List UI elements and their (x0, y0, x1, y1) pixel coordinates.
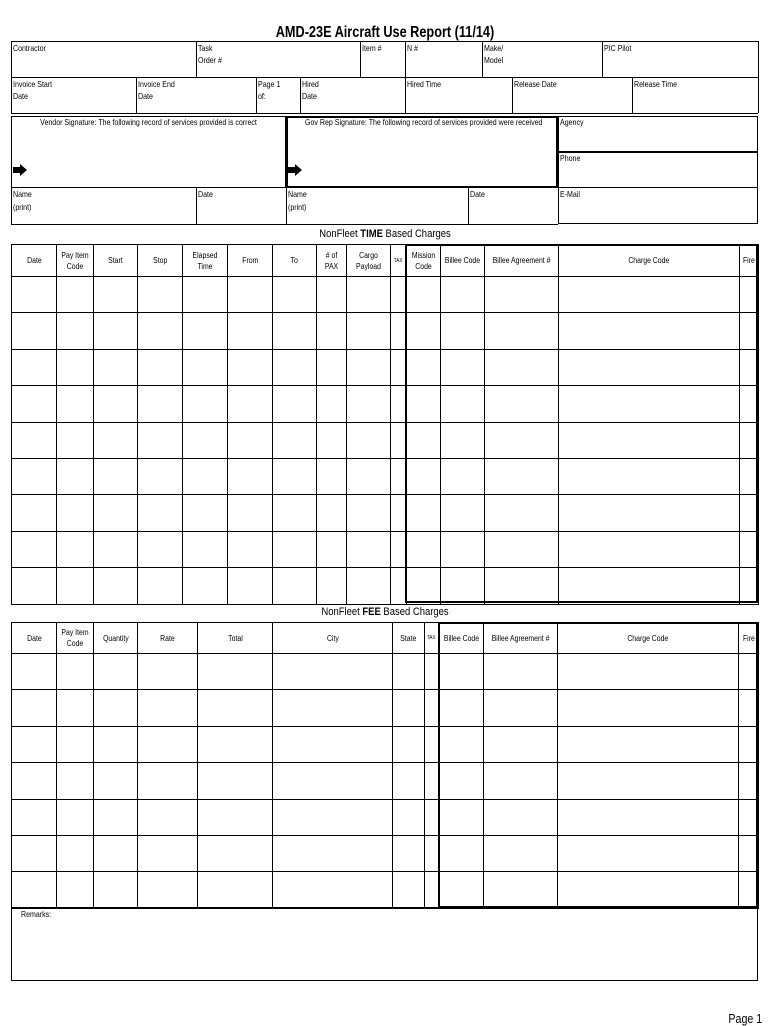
entry-cell[interactable] (228, 531, 273, 567)
entry-cell[interactable] (317, 386, 347, 422)
entry-cell[interactable] (347, 458, 391, 494)
task-order-label: Task (198, 44, 213, 53)
entry-cell[interactable] (228, 277, 273, 313)
email-field[interactable]: E-Mail (560, 190, 580, 199)
entry-cell[interactable] (198, 835, 273, 871)
gov-rep-name-label: Name (288, 190, 307, 199)
entry-cell[interactable] (138, 422, 183, 458)
hired-date-label: Hired (302, 80, 319, 89)
n-number-field[interactable]: N # (407, 44, 418, 53)
entry-cell[interactable] (425, 690, 439, 726)
column-header: Charge Code (559, 245, 740, 277)
task-order-label: Order # (198, 56, 222, 65)
entry-cell[interactable] (138, 835, 198, 871)
entry-cell[interactable] (94, 458, 138, 494)
entry-cell[interactable] (347, 422, 391, 458)
vendor-date-field[interactable]: Date (198, 190, 213, 199)
entry-cell[interactable] (273, 277, 317, 313)
page-number: Page 1 (728, 1011, 762, 1026)
divider (11, 188, 12, 224)
entry-cell[interactable] (393, 763, 425, 799)
entry-cell[interactable] (94, 835, 138, 871)
divider (196, 188, 197, 224)
entry-cell[interactable] (12, 495, 57, 531)
entry-cell[interactable] (425, 872, 439, 908)
release-time-field[interactable]: Release Time (634, 80, 678, 89)
remarks-box[interactable] (11, 907, 758, 981)
entry-cell[interactable] (12, 458, 57, 494)
invoice-start-label: Invoice Start (13, 80, 53, 89)
entry-cell[interactable] (12, 349, 57, 385)
entry-cell[interactable] (393, 799, 425, 835)
divider (300, 77, 301, 113)
entry-cell[interactable] (183, 349, 228, 385)
column-header: Billee Agreement # (484, 623, 558, 654)
divider (11, 77, 758, 78)
entry-cell[interactable] (425, 726, 439, 762)
gov-rep-signature-label: Gov Rep Signature: The following record of services provided were received (305, 118, 543, 127)
entry-cell[interactable] (317, 495, 347, 531)
entry-cell[interactable] (273, 835, 393, 871)
arrow-right-icon (13, 164, 27, 176)
entry-cell[interactable] (138, 654, 198, 690)
time-section-title: NonFleet TIME Based Charges (319, 228, 451, 240)
entry-cell[interactable] (57, 422, 94, 458)
entry-cell[interactable] (273, 726, 393, 762)
entry-cell[interactable] (347, 495, 391, 531)
divider (11, 113, 758, 114)
entry-cell[interactable] (393, 835, 425, 871)
entry-cell[interactable] (94, 422, 138, 458)
entry-cell[interactable] (347, 386, 391, 422)
page-of-label: of: (258, 92, 266, 101)
entry-cell[interactable] (12, 799, 57, 835)
entry-cell[interactable] (228, 422, 273, 458)
column-header: Start (94, 245, 138, 277)
entry-cell[interactable] (94, 799, 138, 835)
hired-date-label: Date (302, 92, 317, 101)
entry-cell[interactable] (94, 386, 138, 422)
entry-cell[interactable] (57, 726, 94, 762)
entry-cell[interactable] (94, 495, 138, 531)
entry-cell[interactable] (393, 690, 425, 726)
entry-cell[interactable] (12, 763, 57, 799)
entry-cell[interactable] (94, 763, 138, 799)
divider (482, 41, 483, 77)
column-header: # of PAX (317, 245, 347, 277)
entry-cell[interactable] (183, 531, 228, 567)
entry-cell[interactable] (183, 422, 228, 458)
entry-cell[interactable] (347, 277, 391, 313)
entry-cell[interactable] (273, 349, 317, 385)
entry-cell[interactable] (57, 495, 94, 531)
entry-cell[interactable] (12, 568, 57, 604)
entry-cell[interactable] (183, 458, 228, 494)
vendor-name-label: (print) (13, 203, 32, 212)
entry-cell[interactable] (57, 835, 94, 871)
entry-cell[interactable] (12, 531, 57, 567)
entry-cell[interactable] (94, 349, 138, 385)
entry-cell[interactable] (198, 726, 273, 762)
entry-cell[interactable] (12, 277, 57, 313)
entry-cell[interactable] (273, 313, 317, 349)
divider (468, 188, 469, 224)
entry-cell[interactable] (198, 690, 273, 726)
entry-cell[interactable] (393, 654, 425, 690)
entry-cell[interactable] (12, 386, 57, 422)
entry-cell[interactable] (138, 872, 198, 908)
entry-cell[interactable] (317, 277, 347, 313)
entry-cell[interactable] (12, 690, 57, 726)
divider (136, 77, 137, 113)
entry-cell[interactable] (12, 313, 57, 349)
item-field[interactable]: Item # (362, 44, 382, 53)
hired-time-field[interactable]: Hired Time (407, 80, 442, 89)
column-header: Pay Item Code (57, 623, 94, 654)
entry-cell[interactable] (57, 690, 94, 726)
column-header: State (393, 623, 425, 654)
entry-cell[interactable] (94, 654, 138, 690)
entry-cell[interactable] (273, 495, 317, 531)
column-header: TAX (391, 245, 407, 277)
entry-cell[interactable] (138, 313, 183, 349)
entry-cell[interactable] (57, 568, 94, 604)
entry-cell[interactable] (94, 531, 138, 567)
entry-cell[interactable] (273, 763, 393, 799)
column-header: To (273, 245, 317, 277)
entry-cell[interactable] (94, 872, 138, 908)
page-of-label: Page 1 (258, 80, 281, 89)
entry-cell[interactable] (393, 726, 425, 762)
column-header: Billee Code (441, 245, 485, 277)
entry-cell[interactable] (183, 313, 228, 349)
entry-cell[interactable] (317, 531, 347, 567)
time-billing-box (405, 244, 758, 603)
entry-cell[interactable] (273, 654, 393, 690)
arrow-right-icon (288, 164, 302, 176)
divider (602, 41, 603, 77)
entry-cell[interactable] (273, 568, 317, 604)
divider (11, 224, 558, 225)
column-header: Billee Code (439, 623, 484, 654)
entry-cell[interactable] (57, 799, 94, 835)
entry-cell[interactable] (198, 799, 273, 835)
release-date-field[interactable]: Release Date (514, 80, 557, 89)
divider (360, 41, 361, 77)
column-header: Elapsed Time (183, 245, 228, 277)
divider (256, 77, 257, 113)
entry-cell[interactable] (138, 690, 198, 726)
entry-cell[interactable] (273, 531, 317, 567)
divider (11, 41, 12, 113)
entry-cell[interactable] (198, 654, 273, 690)
column-header: Charge Code (558, 623, 739, 654)
contractor-field[interactable]: Contractor (13, 44, 46, 53)
entry-cell[interactable] (57, 654, 94, 690)
entry-cell[interactable] (347, 349, 391, 385)
entry-cell[interactable] (273, 386, 317, 422)
entry-cell[interactable] (317, 349, 347, 385)
entry-cell[interactable] (228, 349, 273, 385)
column-header: Pay Item Code (57, 245, 94, 277)
entry-cell[interactable] (425, 835, 439, 871)
column-header: Date (12, 623, 57, 654)
entry-cell[interactable] (183, 277, 228, 313)
entry-cell[interactable] (138, 726, 198, 762)
entry-cell[interactable] (138, 458, 183, 494)
entry-cell[interactable] (138, 386, 183, 422)
gov-rep-date-field[interactable]: Date (470, 190, 485, 199)
column-header: Quantity (94, 623, 138, 654)
entry-cell[interactable] (94, 726, 138, 762)
fee-billing-box (438, 622, 758, 908)
entry-cell[interactable] (57, 872, 94, 908)
gov-rep-name-label: (print) (288, 203, 307, 212)
entry-cell[interactable] (317, 458, 347, 494)
column-header: Date (12, 245, 57, 277)
column-header: Fire (740, 245, 759, 277)
entry-cell[interactable] (94, 277, 138, 313)
column-header: Mission Code (407, 245, 441, 277)
column-header: Rate (138, 623, 198, 654)
column-header: City (273, 623, 393, 654)
invoice-start-label: Date (13, 92, 28, 101)
entry-cell[interactable] (57, 458, 94, 494)
entry-cell[interactable] (317, 422, 347, 458)
divider (512, 77, 513, 113)
column-header: Stop (138, 245, 183, 277)
make-model-label: Model (484, 56, 504, 65)
entry-cell[interactable] (138, 799, 198, 835)
phone-field[interactable]: Phone (560, 154, 581, 163)
form-title: AMD-23E Aircraft Use Report (11/14) (275, 24, 495, 41)
entry-cell[interactable] (347, 568, 391, 604)
make-model-label: Make/ (484, 44, 504, 53)
entry-cell[interactable] (393, 872, 425, 908)
entry-cell[interactable] (138, 495, 183, 531)
entry-cell[interactable] (57, 386, 94, 422)
column-header: Billee Agreement # (485, 245, 559, 277)
entry-cell[interactable] (273, 690, 393, 726)
fee-section-title: NonFleet FEE Based Charges (321, 606, 449, 618)
entry-cell[interactable] (317, 313, 347, 349)
entry-cell[interactable] (198, 872, 273, 908)
entry-cell[interactable] (138, 349, 183, 385)
entry-cell[interactable] (228, 495, 273, 531)
entry-cell[interactable] (12, 726, 57, 762)
entry-cell[interactable] (94, 568, 138, 604)
entry-cell[interactable] (347, 531, 391, 567)
divider (632, 77, 633, 113)
entry-cell[interactable] (138, 763, 198, 799)
entry-cell[interactable] (228, 568, 273, 604)
column-header: Total (198, 623, 273, 654)
entry-cell[interactable] (273, 422, 317, 458)
divider (558, 187, 758, 188)
entry-cell[interactable] (57, 349, 94, 385)
divider (11, 41, 758, 42)
vendor-signature-label: Vendor Signature: The following record of services provided is correct (40, 118, 257, 127)
entry-cell[interactable] (198, 763, 273, 799)
entry-cell[interactable] (138, 531, 183, 567)
entry-cell[interactable] (347, 313, 391, 349)
remarks-label: Remarks: (21, 910, 52, 919)
vendor-name-label: Name (13, 190, 32, 199)
entry-cell[interactable] (317, 568, 347, 604)
entry-cell[interactable] (57, 277, 94, 313)
entry-cell[interactable] (57, 531, 94, 567)
invoice-end-label: Date (138, 92, 153, 101)
entry-cell[interactable] (425, 654, 439, 690)
entry-cell[interactable] (273, 458, 317, 494)
divider (405, 77, 406, 113)
entry-cell[interactable] (12, 835, 57, 871)
entry-cell[interactable] (12, 654, 57, 690)
entry-cell[interactable] (228, 386, 273, 422)
entry-cell[interactable] (228, 458, 273, 494)
invoice-end-label: Invoice End (138, 80, 175, 89)
entry-cell[interactable] (12, 872, 57, 908)
agency-contact-box (558, 116, 758, 224)
entry-cell[interactable] (273, 872, 393, 908)
entry-cell[interactable] (183, 386, 228, 422)
entry-cell[interactable] (57, 763, 94, 799)
entry-cell[interactable] (94, 690, 138, 726)
entry-cell[interactable] (183, 495, 228, 531)
column-header: Cargo Payload (347, 245, 391, 277)
entry-cell[interactable] (228, 313, 273, 349)
column-header: TAX (425, 623, 439, 654)
entry-cell[interactable] (57, 313, 94, 349)
entry-cell[interactable] (425, 799, 439, 835)
divider (758, 41, 759, 113)
divider (286, 188, 287, 224)
column-header: Fire (739, 623, 759, 654)
entry-cell[interactable] (138, 277, 183, 313)
agency-field[interactable]: Agency (560, 118, 584, 127)
divider (405, 41, 406, 77)
column-header: From (228, 245, 273, 277)
entry-cell[interactable] (94, 313, 138, 349)
divider (196, 41, 197, 77)
entry-cell[interactable] (425, 763, 439, 799)
entry-cell[interactable] (273, 799, 393, 835)
entry-cell[interactable] (12, 422, 57, 458)
divider (558, 151, 758, 153)
entry-cell[interactable] (183, 568, 228, 604)
pic-pilot-field[interactable]: PIC Pilot (604, 44, 632, 53)
entry-cell[interactable] (138, 568, 183, 604)
